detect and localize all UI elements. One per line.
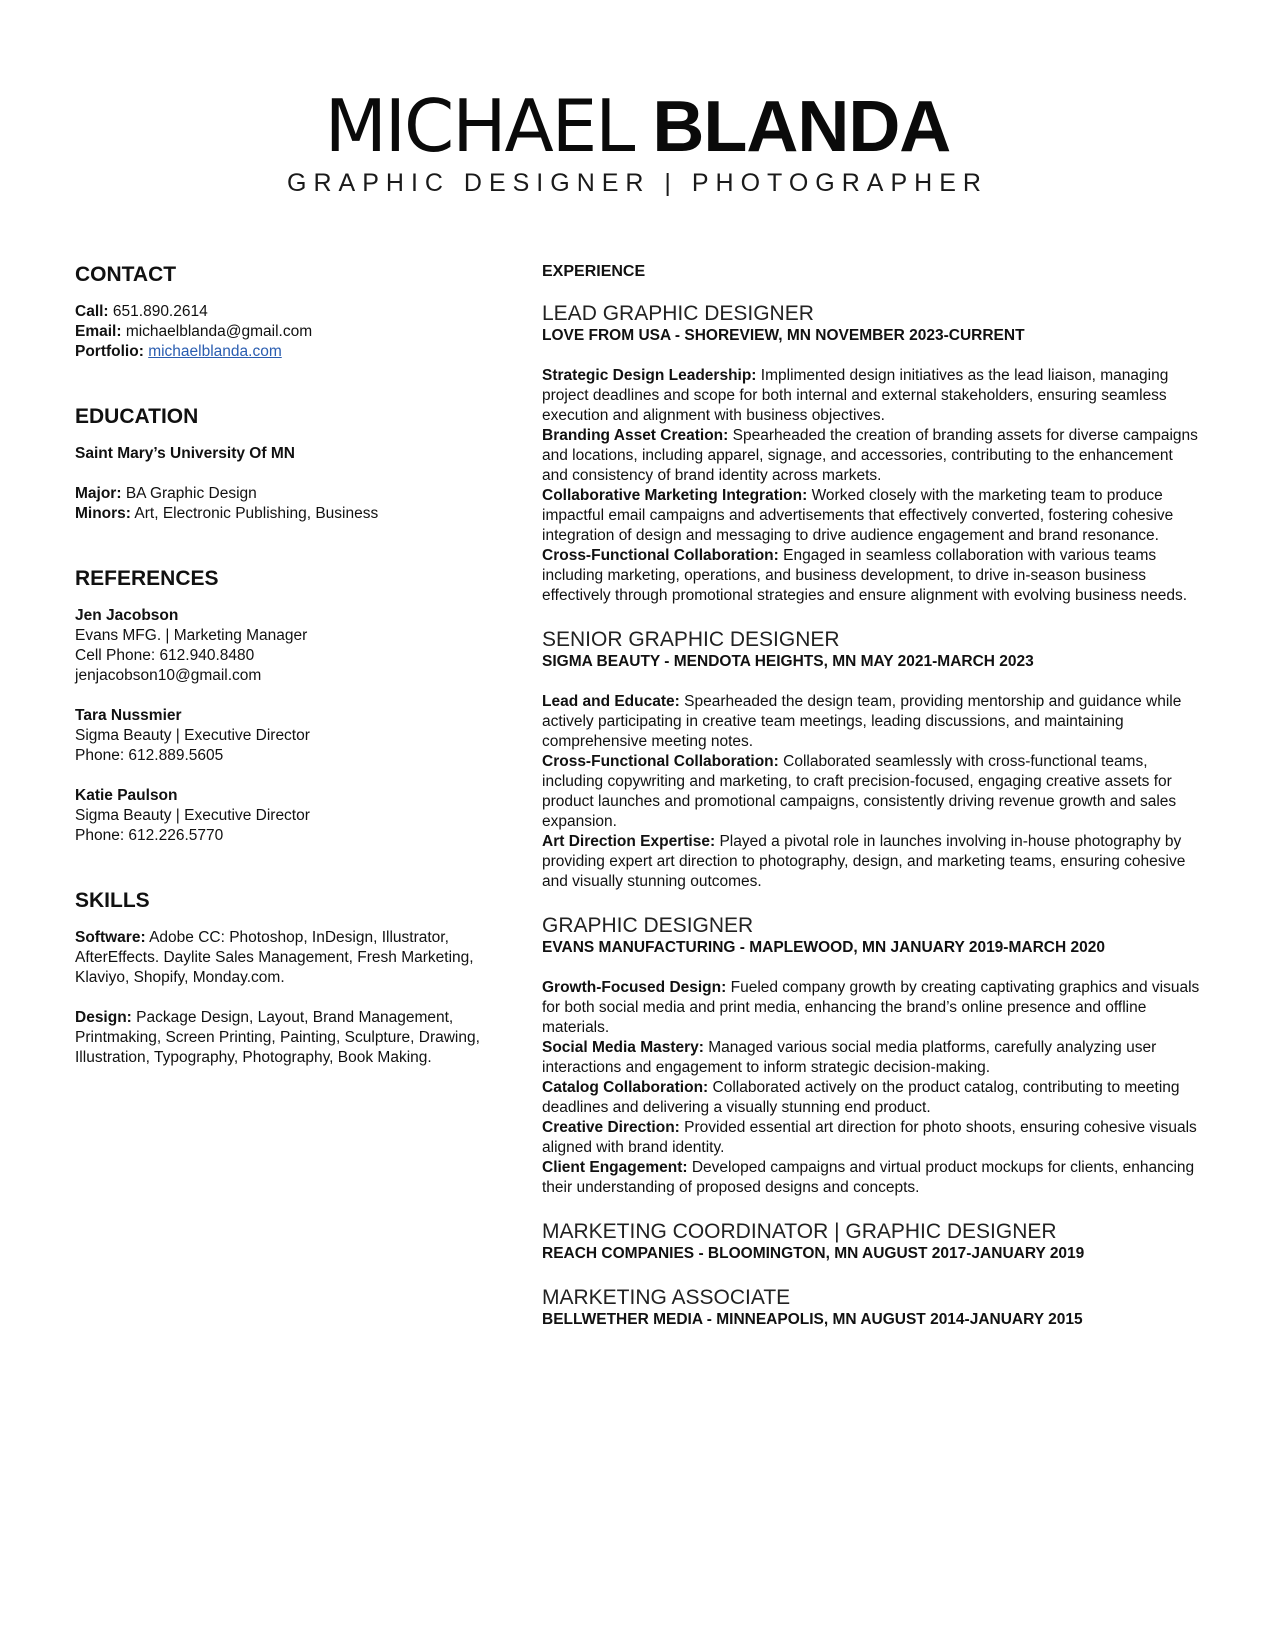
job-bullet — [542, 546, 1202, 606]
job-bullet — [542, 366, 1202, 426]
bullet-label: Growth-Focused Design: — [542, 979, 727, 996]
reference-item — [75, 786, 495, 846]
job-entry — [542, 628, 1202, 892]
design-label: Design: — [75, 1009, 132, 1026]
minors-value: Art, Electronic Publishing, Business — [134, 505, 379, 522]
reference-line: Evans MFG. | Marketing Manager — [75, 627, 308, 644]
major-line — [75, 484, 495, 504]
job-subtitle: GRAPHIC DESIGNER | PHOTOGRAPHER — [287, 169, 988, 197]
job-bullet — [542, 832, 1202, 892]
education-title: EDUCATION — [75, 405, 199, 428]
reference-name: Jen Jacobson — [75, 607, 179, 624]
job-company: BELLWETHER MEDIA - MINNEAPOLIS, MN AUGUST 2014-JANUARY 2015 — [542, 1311, 1083, 1328]
contact-portfolio — [75, 342, 495, 362]
contact-section — [75, 262, 495, 362]
job-entry — [542, 914, 1202, 1198]
job-company: LOVE FROM USA - SHOREVIEW, MN NOVEMBER 2023-CURRENT — [542, 327, 1025, 344]
job-entry — [542, 1220, 1202, 1264]
job-bullet — [542, 426, 1202, 486]
job-title: LEAD GRAPHIC DESIGNER — [542, 302, 814, 325]
job-title: MARKETING ASSOCIATE — [542, 1286, 791, 1309]
bullet-label: Catalog Collaboration: — [542, 1079, 709, 1096]
job-company: SIGMA BEAUTY - MENDOTA HEIGHTS, MN MAY 2021-MARCH 2023 — [542, 653, 1034, 670]
bullet-text: Played a pivotal role in launches involving in-house photography by providing expert art direction to photography, design, and marketing teams, ensuring cohesive and visually stunning outcomes. — [542, 833, 1186, 890]
bullet-text: Worked closely with the marketing team to produce impactful email campaigns and advertisements that effectively converted, fostering cohesive integration of design and messaging to drive audience engagement and brand resonance. — [542, 487, 1174, 544]
job-bullet — [542, 1158, 1202, 1198]
reference-item — [75, 706, 495, 766]
bullet-text: Managed various social media platforms, carefully analyzing user interactions and engagement to inform strategic decision-making. — [542, 1039, 1157, 1076]
left-column — [75, 262, 495, 1110]
school-name: Saint Mary’s University Of MN — [75, 445, 295, 462]
job-bullet — [542, 692, 1202, 752]
bullet-label: Strategic Design Leadership: — [542, 367, 757, 384]
call-value: 651.890.2614 — [112, 303, 208, 320]
skills-title: SKILLS — [75, 889, 150, 912]
reference-line: Sigma Beauty | Executive Director — [75, 727, 310, 744]
references-title: REFERENCES — [75, 567, 219, 590]
bullet-text: Collaborated actively on the product catalog, contributing to meeting deadlines and delivering a visually stunning end product. — [542, 1079, 1180, 1116]
bullet-text: Implimented design initiatives as the lead liaison, managing project deadlines and scope for both internal and external stakeholders, ensuring seamless execution and alignment with business objectives. — [542, 367, 1169, 424]
job-bullet — [542, 1078, 1202, 1118]
contact-email — [75, 322, 495, 342]
bullet-label: Art Direction Expertise: — [542, 833, 716, 850]
major-value: BA Graphic Design — [125, 485, 257, 502]
full-name — [0, 84, 1275, 169]
education-section — [75, 404, 495, 524]
bullet-label: Cross-Functional Collaboration: — [542, 547, 779, 564]
reference-name: Tara Nussmier — [75, 707, 182, 724]
software-skills — [75, 928, 495, 988]
job-bullet — [542, 486, 1202, 546]
references-section — [75, 566, 495, 846]
job-title: SENIOR GRAPHIC DESIGNER — [542, 628, 840, 651]
software-value: Adobe CC: Photoshop, InDesign, Illustrator, AfterEffects. Daylite Sales Management, Fresh Marketing, Klaviyo, Shopify, Monday.com. — [75, 929, 474, 986]
design-skills — [75, 1008, 495, 1068]
skills-section — [75, 888, 495, 1068]
job-bullet — [542, 1118, 1202, 1158]
job-bullet — [542, 978, 1202, 1038]
major-label: Major: — [75, 485, 122, 502]
bullet-text: Developed campaigns and virtual product mockups for clients, enhancing their understanding of proposed designs and concepts. — [542, 1159, 1195, 1196]
job-bullet — [542, 752, 1202, 832]
job-company: REACH COMPANIES - BLOOMINGTON, MN AUGUST 2017-JANUARY 2019 — [542, 1245, 1085, 1262]
call-label: Call: — [75, 303, 109, 320]
reference-line: jenjacobson10@gmail.com — [75, 667, 262, 684]
bullet-text: Collaborated seamlessly with cross-functional teams, including copywriting and marketing, to craft precision-focused, engaging creative assets for product launches and promotional campaigns, consistently driving revenue growth and sales expansion. — [542, 753, 1177, 830]
email-value: michaelblanda@gmail.com — [125, 323, 313, 340]
job-company: EVANS MANUFACTURING - MAPLEWOOD, MN JANUARY 2019-MARCH 2020 — [542, 939, 1105, 956]
software-label: Software: — [75, 929, 146, 946]
contact-call — [75, 302, 495, 322]
bullet-text: Spearheaded the design team, providing mentorship and guidance while actively participating in creative team meetings, leading discussions, and maintaining comprehensive meeting notes. — [542, 693, 1182, 750]
resume-header — [0, 84, 1275, 198]
design-value: Package Design, Layout, Brand Management, Printmaking, Screen Printing, Painting, Sculpture, Drawing, Illustration, Typography, Photography, Book Making. — [75, 1009, 480, 1066]
bullet-label: Lead and Educate: — [542, 693, 680, 710]
job-bullet — [542, 1038, 1202, 1078]
last-name: BLANDA — [652, 87, 951, 167]
reference-line: Phone: 612.226.5770 — [75, 827, 224, 844]
reference-item — [75, 606, 495, 686]
portfolio-label: Portfolio: — [75, 343, 144, 360]
bullet-label: Creative Direction: — [542, 1119, 680, 1136]
portfolio-link[interactable]: michaelblanda.com — [148, 343, 282, 360]
bullet-label: Cross-Functional Collaboration: — [542, 753, 779, 770]
bullet-text: Spearheaded the creation of branding assets for diverse campaigns and locations, including apparel, signage, and accessories, contributing to the enhancement and consistency of brand identity across markets. — [542, 427, 1198, 484]
bullet-label: Branding Asset Creation: — [542, 427, 729, 444]
job-title: GRAPHIC DESIGNER — [542, 914, 754, 937]
reference-line: Cell Phone: 612.940.8480 — [75, 647, 255, 664]
contact-title: CONTACT — [75, 263, 177, 286]
bullet-text: Fueled company growth by creating captivating graphics and visuals for both social media and print media, enhancing the brand’s online presence and offline materials. — [542, 979, 1200, 1036]
bullet-text: Engaged in seamless collaboration with various teams including marketing, operations, and business development, to drive in-season business effectively through promotional strategies and ensure alignment with evolving business needs. — [542, 547, 1188, 604]
experience-title: EXPERIENCE — [542, 263, 646, 280]
job-entry — [542, 1286, 1202, 1330]
reference-name: Katie Paulson — [75, 787, 178, 804]
job-entry — [542, 302, 1202, 606]
bullet-label: Client Engagement: — [542, 1159, 688, 1176]
minors-line — [75, 504, 495, 524]
experience-column — [542, 262, 1202, 1352]
bullet-text: Provided essential art direction for photo shoots, ensuring cohesive visuals aligned with brand identity. — [542, 1119, 1197, 1156]
bullet-label: Social Media Mastery: — [542, 1039, 704, 1056]
reference-line: Sigma Beauty | Executive Director — [75, 807, 310, 824]
first-name: MICHAEL — [324, 84, 634, 168]
job-title: MARKETING COORDINATOR | GRAPHIC DESIGNER — [542, 1220, 1057, 1243]
minors-label: Minors: — [75, 505, 131, 522]
bullet-label: Collaborative Marketing Integration: — [542, 487, 808, 504]
reference-line: Phone: 612.889.5605 — [75, 747, 224, 764]
email-label: Email: — [75, 323, 122, 340]
